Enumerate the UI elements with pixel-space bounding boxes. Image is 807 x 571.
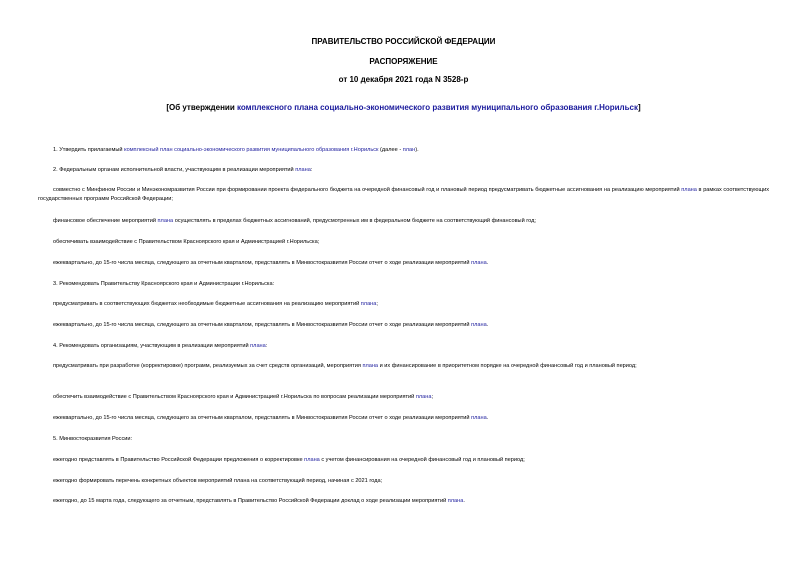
text: 5. Минвостокразвития России:	[53, 436, 133, 442]
paragraph-2	[38, 166, 769, 175]
text: 1. Утвердить прилагаемый	[53, 147, 125, 153]
text: ежегодно представлять в Правительство Российской Федерации предложения о корректировке	[53, 457, 305, 463]
plan-link[interactable]: плана	[471, 415, 487, 421]
plan-link[interactable]: комплексный план социально-экономического развития муниципального образования г.Норильск	[124, 147, 379, 153]
plan-link[interactable]: плана	[295, 167, 311, 173]
plan-link[interactable]: плана	[304, 457, 320, 463]
paragraph-15	[38, 456, 769, 465]
text: ежеквартально, до 15-го числа месяца, следующего за отчетным кварталом, представлять в Минвостокразвития России отчет о ходе реализации мероприятий	[53, 322, 472, 328]
subject-open: [Об утверждении	[166, 103, 237, 112]
text: .	[486, 322, 489, 328]
text: 4. Рекомендовать организациям, участвующим в реализации мероприятий	[53, 343, 251, 349]
plan-link[interactable]: плана	[681, 187, 697, 193]
text: .	[486, 260, 489, 266]
text: в рамках соответствующих государственных программ Российской Федерации;	[38, 187, 769, 202]
text: предусматривать при разработке (корректировке) программ, реализуемых за счет средств организаций, мероприятия	[53, 363, 363, 369]
text: обеспечить взаимодействие с Правительством Красноярского края и Администрацией г.Норильска по вопросам реализации мероприятий	[53, 394, 416, 400]
government-title: ПРАВИТЕЛЬСТВО РОССИЙСКОЙ ФЕДЕРАЦИИ	[311, 37, 496, 46]
paragraph-17	[38, 497, 769, 506]
text: (далее -	[378, 147, 403, 153]
plan-link[interactable]: план	[402, 147, 416, 153]
text: и их финансирование в приоритетном порядке на очередной финансовый год и плановый период;	[378, 363, 637, 369]
plan-link[interactable]: плана	[250, 343, 266, 349]
paragraph-4	[38, 217, 769, 226]
paragraph-6	[38, 259, 769, 268]
text: :	[265, 343, 268, 349]
plan-link[interactable]: плана	[471, 260, 487, 266]
plan-link[interactable]: плана	[447, 498, 464, 504]
paragraph-5	[38, 238, 769, 247]
paragraph-7	[38, 280, 769, 289]
paragraph-10	[38, 342, 769, 351]
document-date-number: от 10 декабря 2021 года N 3528-р	[338, 75, 469, 84]
text: с учетом финансирования на очередной финансовый год и плановый период;	[319, 457, 525, 463]
plan-link[interactable]: плана	[157, 218, 174, 224]
document-subject	[0, 103, 807, 113]
paragraph-1	[38, 146, 769, 155]
paragraph-13	[38, 414, 769, 423]
plan-link[interactable]: плана	[415, 394, 432, 400]
paragraph-9	[38, 321, 769, 330]
text: осуществлять в пределах бюджетных ассигнований, предусмотренных им в федеральном бюджете на соответствующий финансовый год;	[173, 218, 536, 224]
subject-plan-link[interactable]: комплексного плана социально-экономического развития муниципального образования г.Норильск	[236, 103, 638, 112]
paragraph-8	[38, 300, 769, 309]
plan-link[interactable]: плана	[362, 363, 379, 369]
paragraph-11	[38, 362, 769, 371]
text: ).	[415, 147, 419, 153]
text: совместно с Минфином России и Минэкономразвития России при формировании проекта федерального бюджета на очередной финансовый год и плановый период предусматривать бюджетные ассигнования на реализацию мероприятий	[53, 187, 682, 193]
text: :	[310, 167, 313, 173]
text: ежеквартально, до 15-го числа месяца, следующего за отчетным кварталом, представлять в Минвостокразвития России отчет о ходе реализации мероприятий	[53, 260, 472, 266]
text: обеспечивать взаимодействие с Правительством Красноярского края и Администрацией г.Норильска;	[53, 239, 320, 245]
text: ежеквартально, до 15-го числа месяца, следующего за отчетным кварталом, представлять в Минвостокразвития России отчет о ходе реализации мероприятий	[53, 415, 472, 421]
text: .	[463, 498, 465, 504]
paragraph-3	[38, 186, 769, 204]
text: 2. Федеральным органам исполнительной власти, участвующим в реализации мероприятий	[53, 167, 296, 173]
text: 3. Рекомендовать Правительству Красноярского края и Администрации г.Норильска:	[53, 281, 275, 287]
text: .	[486, 415, 489, 421]
document-type: РАСПОРЯЖЕНИЕ	[369, 57, 438, 66]
paragraph-12	[38, 393, 769, 402]
text: финансовое обеспечение мероприятий	[53, 218, 158, 224]
paragraph-16	[38, 477, 769, 486]
text: ежегодно формировать перечень конкретных объектов мероприятий плана на соответствующий период, начиная с 2021 года;	[53, 478, 383, 484]
text: предусматривать в соответствующих бюджетах необходимые бюджетные ассигнования на реализацию мероприятий	[53, 301, 361, 307]
text: ежегодно, до 15 марта года, следующего за отчетным, представлять в Правительство Российской Федерации доклад о ходе реализации мероприятий	[53, 498, 448, 504]
text: ;	[376, 301, 378, 307]
plan-link[interactable]: плана	[471, 322, 487, 328]
text: ;	[431, 394, 434, 400]
paragraph-14	[38, 435, 769, 444]
subject-close: ]	[637, 103, 641, 112]
plan-link[interactable]: плана	[360, 301, 377, 307]
